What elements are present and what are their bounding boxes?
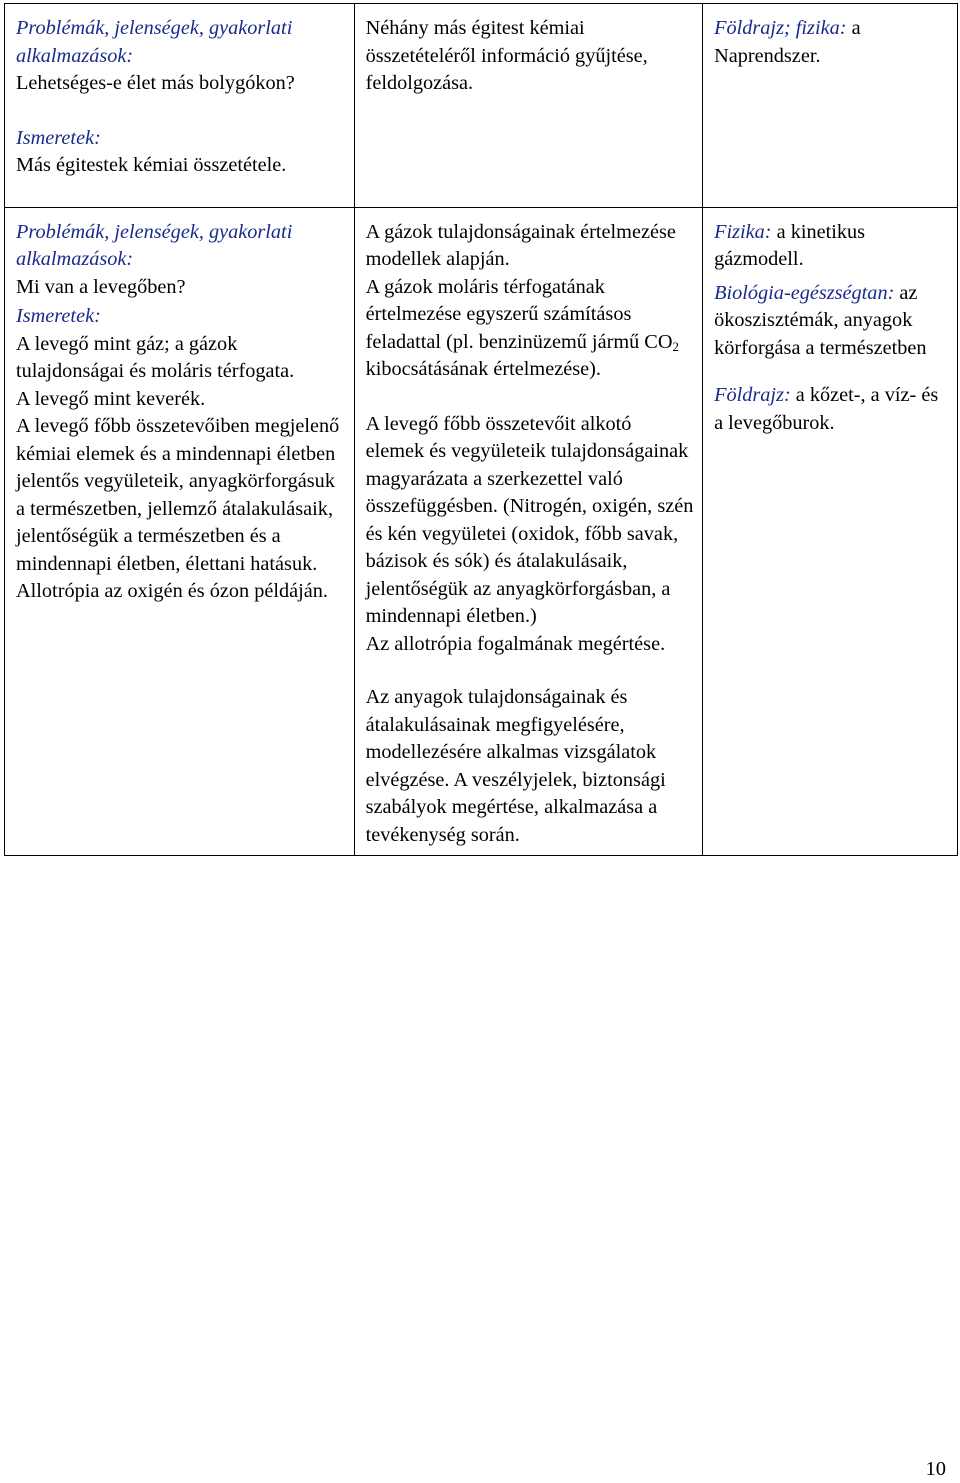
cell-row2-topics (5, 207, 355, 856)
cell-row2-activities (354, 207, 703, 856)
connection-text: a kőzet-, a víz- és a levegőburok. (714, 384, 939, 434)
activity-paragraph: A gázok moláris térfogatának értelmezése egyszerű számításos feladattal (pl. benzinüzemű jármű $CO_2$ kibocsátásának értelmezése). (365, 275, 679, 380)
knowledge-line: Allotrópia az oxigén és ózon példáján. (16, 580, 329, 602)
connection-text: az ökoszisztémák, anyagok körforgása a természetben (714, 281, 927, 359)
knowledge-text: Más égitestek kémiai összetétele. (16, 154, 287, 176)
connection-label: Földrajz; fizika: (714, 17, 847, 39)
table-row (5, 4, 958, 208)
curriculum-table (4, 3, 958, 856)
connection-label: Fizika: (714, 220, 772, 243)
activity-paragraph: A levegő főbb összetevőit alkotó elemek és vegyületeik tulajdonságainak magyarázata a szerkezettel való összefüggésben. (Nitrogén, oxigén, szén és kén vegyületei (oxidok, főbb savak, bázisok és sók) és átalakulásaik, jelentőségük az anyagkörforgásban, a mindennapi életben.) (365, 412, 694, 627)
problems-text: Mi van a levegőben? (16, 275, 186, 298)
connection-item (714, 219, 949, 274)
connection-text: a Naprendszer. (714, 17, 861, 67)
knowledge-line: A levegő főbb összetevőiben megjelenő kémiai elemek és a mindennapi életben jelentős vegyületeik, anyagkörforgásuk a természetben, jellemző átalakulásaik, jelentőségük a természetben és a mindennapi életben, élettani hatásuk. (16, 415, 340, 575)
page-number: 10 (925, 1458, 946, 1480)
knowledge-label: Ismeretek: (16, 305, 101, 327)
activity-paragraph: Az anyagok tulajdonságainak és átalakulásainak megfigyelésére, modellezésére alkalmas vizsgálatok elvégzése. A veszélyjelek, biztonsági szabályok megértése, alkalmazása a tevékenység során. (365, 686, 666, 846)
subscript: 2 (672, 338, 679, 354)
cell-row2-connections (703, 207, 958, 856)
problems-label: Problémák, jelenségek, gyakorlati alkalmazások: (16, 17, 293, 67)
connection-label: Biológia-egészségtan: (714, 281, 895, 304)
activity-paragraph: Az allotrópia fogalmának megértése. (365, 632, 666, 655)
connection-text: a kinetikus gázmodell. (714, 220, 866, 270)
table-row (5, 207, 958, 856)
knowledge-label: Ismeretek: (16, 126, 101, 149)
knowledge-line: A levegő mint gáz; a gázok tulajdonságai és moláris térfogata. (16, 332, 295, 382)
connection-item (714, 382, 949, 437)
connection-label: Földrajz: (714, 384, 791, 406)
connection-item (714, 280, 949, 363)
activity-paragraph: A gázok tulajdonságainak értelmezése modellek alapján. (365, 220, 676, 270)
problems-label: Problémák, jelenségek, gyakorlati alkalmazások: (16, 220, 293, 270)
problems-text: Lehetséges-e élet más bolygókon? (16, 72, 295, 94)
cell-row1-connections (703, 4, 958, 208)
knowledge-line: A levegő mint keverék. (16, 387, 206, 410)
activity-text: Néhány más égitest kémiai összetételéről információ gyűjtése, feldolgozása. (365, 17, 648, 94)
cell-row1-activities (354, 4, 703, 208)
cell-row1-topics (5, 4, 355, 208)
